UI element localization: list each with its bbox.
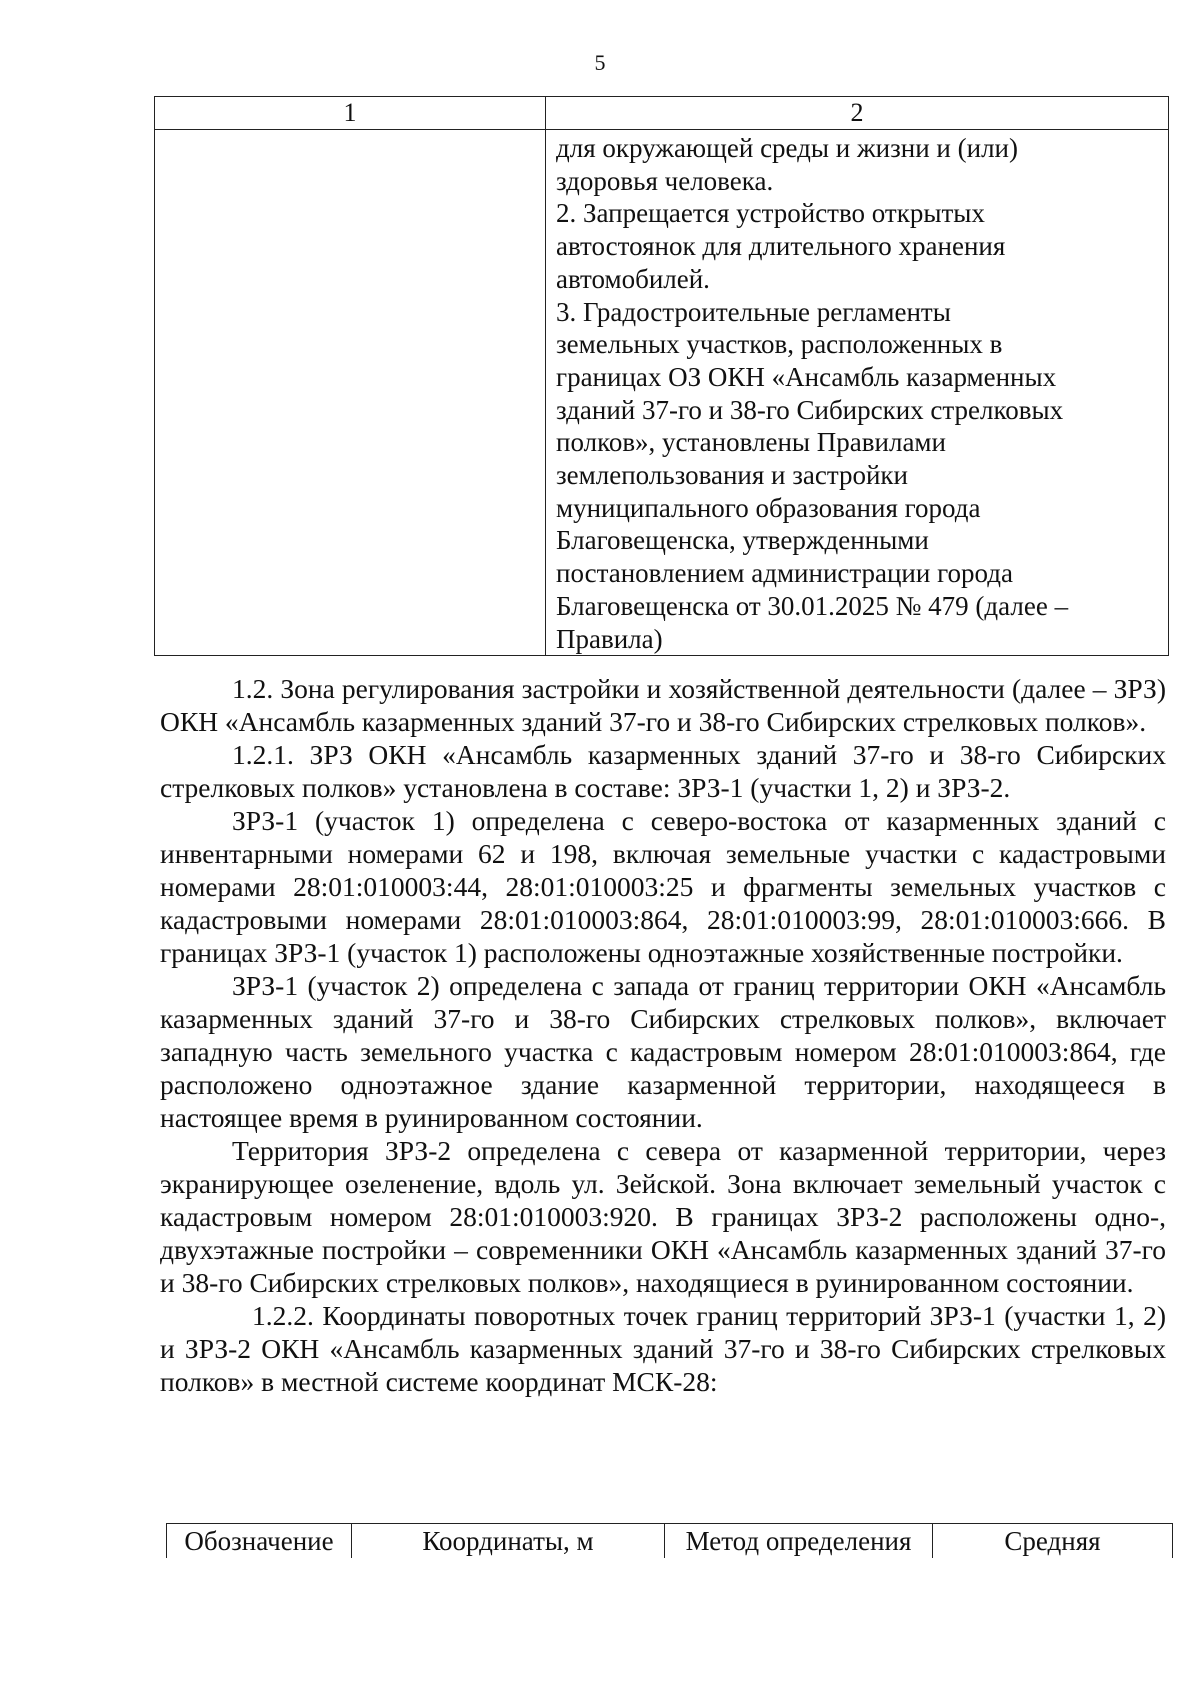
text-line: для окружающей среды и жизни и (или) — [556, 133, 1018, 163]
table-row — [155, 130, 1169, 656]
text-line: землепользования и застройки — [556, 460, 909, 491]
text-line: 2. Запрещается устройство открытых — [556, 198, 985, 229]
text-line: границах ОЗ ОКН «Ансамбль казарменных — [556, 361, 1057, 392]
text-line: зданий 37-го и 38-го Сибирских стрелковых — [556, 394, 1064, 425]
paragraph-1-2-2: 1.2.2. Координаты поворотных точек границ территорий ЗРЗ-1 (участки 1, 2) и ЗРЗ-2 ОКН «Ансамбль казарменных зданий 37-го и 38-го Сибирских стрелковых полков» в местной системе координат МСК-28: — [160, 1300, 1166, 1397]
column-header-1: 1 — [155, 97, 546, 130]
paragraph-1-2: 1.2. Зона регулирования застройки и хозяйственной деятельности (далее – ЗРЗ) ОКН «Ансамбль казарменных зданий 37-го и 38-го Сибирских стрелковых полков». — [160, 673, 1166, 737]
text-line: постановлением администрации города — [556, 558, 1013, 589]
table-header-row — [155, 97, 1169, 130]
text-line: автостоянок для длительного хранения — [556, 231, 1006, 262]
text-line: здоровья человека. — [556, 165, 774, 196]
header-method: Метод определения — [665, 1524, 933, 1559]
text-line: полков», установлены Правилами — [556, 427, 946, 458]
header-designation: Обозначение — [167, 1524, 352, 1559]
paragraph-zrz2: Территория ЗРЗ-2 определена с севера от казарменной территории, через экранирующее озеленение, вдоль ул. Зейской. Зона включает земельный участок с кадастровым номером 28:01:010003:920. В границах ЗРЗ-2 расположены одно-, двухэтажные постройки – современники ОКН «Ансамбль казарменных зданий 37-го и 38-го Сибирских стрелковых полков», находящиеся в руинированном состоянии. — [160, 1135, 1166, 1298]
column-header-2: 2 — [546, 97, 1169, 130]
header-average: Средняя — [933, 1524, 1173, 1559]
text-line: муниципального образования города — [556, 492, 981, 523]
text-line: Благовещенска, утвержденными — [556, 525, 929, 556]
text-line: Благовещенска от 30.01.2025 № 479 (далее – — [556, 590, 1069, 621]
page-number: 5 — [594, 50, 606, 75]
table-cell-col1 — [155, 130, 546, 656]
paragraph-zrz1-plot2: ЗРЗ-1 (участок 2) определена с запада от границ территории ОКН «Ансамбль казарменных зданий 37-го и 38-го Сибирских стрелковых полков», включает западную часть земельного участка с кадастровым номером 28:01:010003:864, где расположено одноэтажное здание казарменной территории, находящееся в настоящее время в руинированном состоянии. — [160, 970, 1166, 1133]
paragraph-1-2-1: 1.2.1. ЗРЗ ОКН «Ансамбль казарменных зданий 37-го и 38-го Сибирских стрелковых полков» установлена в составе: ЗРЗ-1 (участки 1, 2) и ЗРЗ-2. — [160, 739, 1166, 803]
text-line: автомобилей. — [556, 263, 710, 294]
table-header-row — [167, 1524, 1173, 1559]
regulation-table — [154, 96, 1169, 656]
header-coordinates: Координаты, м — [352, 1524, 665, 1559]
table-cell-col2 — [546, 130, 1169, 656]
text-line: 3. Градостроительные регламенты — [556, 296, 951, 327]
coordinates-table — [166, 1523, 1173, 1558]
text-line: земельных участков, расположенных в — [556, 329, 1003, 360]
paragraph-zrz1-plot1: ЗРЗ-1 (участок 1) определена с северо-востока от казарменных зданий с инвентарными номерами 62 и 198, включая земельные участки с кадастровыми номерами 28:01:010003:44, 28:01:010003:25 и фрагменты земельных участков с кадастровыми номерами 28:01:010003:864, 28:01:010003:99, 28:01:010003:666. В границах ЗРЗ-1 (участок 1) расположены одноэтажные хозяйственные постройки. — [160, 805, 1166, 968]
document-body — [160, 672, 1166, 1398]
text-line: Правила) — [556, 623, 663, 654]
